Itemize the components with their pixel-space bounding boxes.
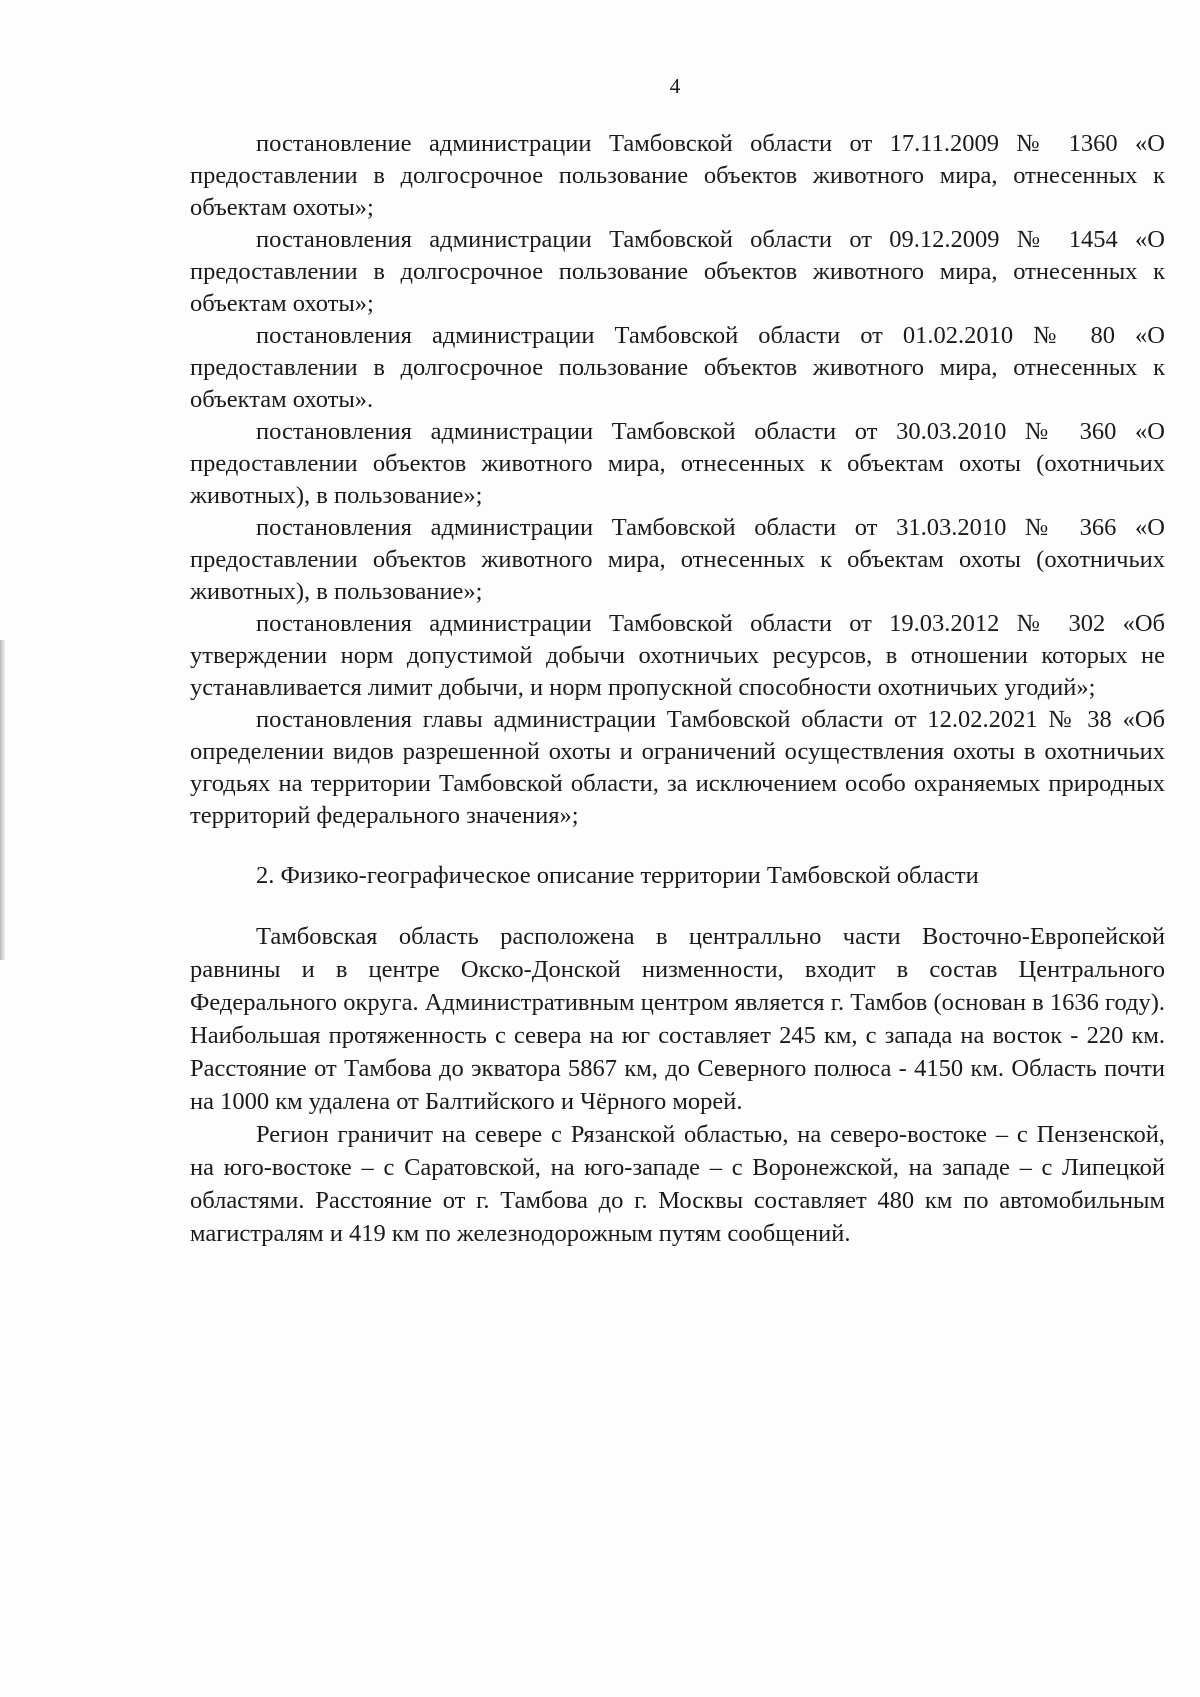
page-number: 4	[669, 74, 681, 98]
reference-item: постановления администрации Тамбовской области от 30.03.2010 № 360 «О предоставлении объектов животного мира, отнесенных к объектам охоты (охотничьих животных), в пользование»;	[190, 418, 1165, 509]
section-paragraph: Тамбовская область расположена в централльно части Восточно-Европейской равнины и в центре Окско-Донской низменности, входит в состав Центрального Федерального округа. Административным центром является г. Тамбов (основан в 1636 году). Наибольшая протяженность с севера на юг составляет 245 км, с запада на восток - 220 км. Расстояние от Тамбова до экватора 5867 км, до Северного полюса - 4150 км. Область почти на 1000 км удалена от Балтийского и Чёрного морей.	[190, 923, 1165, 1115]
reference-item: постановления администрации Тамбовской области от 19.03.2012 № 302 «Об утверждении норм допустимой добычи охотничьих ресурсов, в отношении которых не устанавливается лимит добычи, и норм пропускной способности охотничьих угодий»;	[190, 610, 1165, 701]
reference-item: постановления главы администрации Тамбовской области от 12.02.2021 № 38 «Об определении видов разрешенной охоты и ограничений осуществления охоты в охотничьих угодьях на территории Тамбовской области, за исключением особо охраняемых природных территорий федерального значения»;	[190, 706, 1165, 829]
reference-item: постановление администрации Тамбовской области от 17.11.2009 № 1360 «О предоставлении в долгосрочное пользование объектов животного мира, отнесенных к объектам охоты»;	[190, 130, 1165, 221]
document-body	[190, 128, 1165, 1250]
reference-item: постановления администрации Тамбовской области от 01.02.2010 № 80 «О предоставлении в долгосрочное пользование объектов животного мира, отнесенных к объектам охоты».	[190, 322, 1165, 413]
reference-item: постановления администрации Тамбовской области от 09.12.2009 № 1454 «О предоставлении в долгосрочное пользование объектов животного мира, отнесенных к объектам охоты»;	[190, 226, 1165, 317]
section-heading: 2. Физико-географическое описание территории Тамбовской области	[256, 862, 979, 889]
scan-edge-shadow	[0, 640, 6, 960]
reference-item: постановления администрации Тамбовской области от 31.03.2010 № 366 «О предоставлении объектов животного мира, отнесенных к объектам охоты (охотничьих животных), в пользование»;	[190, 514, 1165, 605]
section-paragraph: Регион граничит на севере с Рязанской областью, на северо-востоке – с Пензенской, на юго-востоке – с Саратовской, на юго-западе – с Воронежской, на западе – с Липецкой областями. Расстояние от г. Тамбова до г. Москвы составляет 480 км по автомобильным магистралям и 419 км по железнодорожным путям сообщений.	[190, 1121, 1165, 1247]
